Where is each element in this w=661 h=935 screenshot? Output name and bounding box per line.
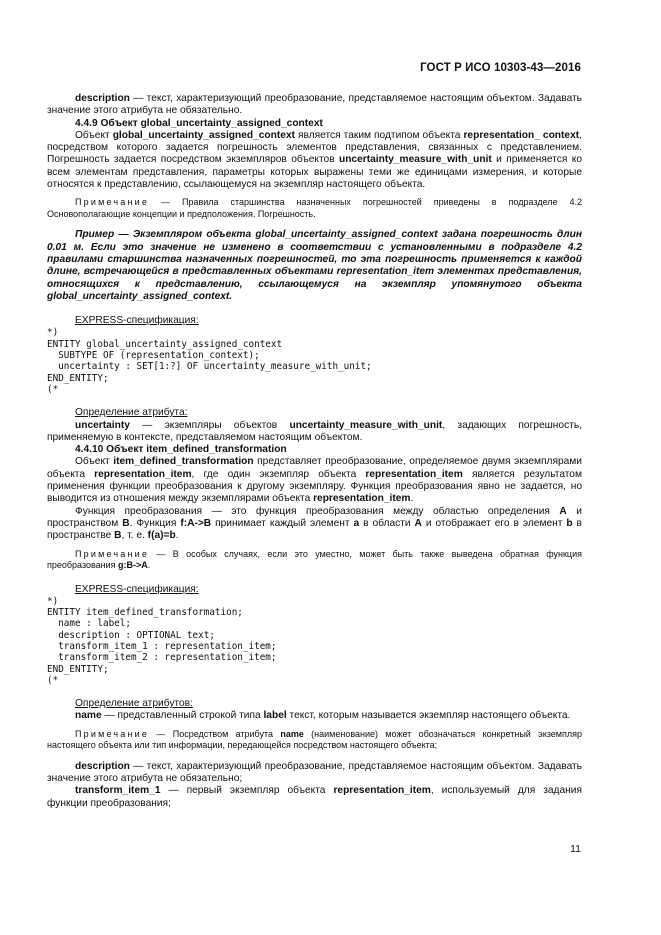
text: текст, которым называется экземпляр настоящего объекта.: [286, 710, 571, 722]
note-label: Примечание: [75, 548, 150, 559]
note-label: Примечание: [75, 197, 150, 208]
term: B: [114, 530, 122, 542]
text: и отображает его в элемент: [421, 517, 567, 529]
text: Функция преобразования — это функция преобразования между областью определения: [75, 505, 560, 517]
body-paragraph: [47, 130, 582, 191]
note: [47, 549, 582, 572]
term: B: [122, 517, 130, 529]
text: — текст, характеризующий преобразование, представляемое настоящим объектом. Задавать значение этого атрибута не обязательно;: [47, 760, 582, 785]
text: является результатом применения функции преобразования к другому экземпляру. Функция преобразования явно не задается, но выводится из отношения между экземплярами объекта: [47, 468, 582, 505]
term: description: [75, 93, 130, 104]
note: [47, 729, 582, 752]
term: name: [75, 710, 102, 722]
attribute-paragraph: [47, 761, 582, 786]
term: representation_ context: [463, 129, 580, 141]
term: A: [559, 505, 567, 517]
description-paragraph: [47, 93, 582, 118]
document-header: ГОСТ Р ИСО 10303-43—2016: [420, 62, 581, 74]
text: — Посредством атрибута: [149, 728, 281, 739]
term: label: [263, 710, 287, 722]
page-body: [47, 93, 582, 810]
text: — представленный строкой типа: [101, 710, 264, 722]
example-paragraph: [47, 229, 582, 303]
text: и пространством: [47, 505, 582, 529]
text: , где один экземпляр объекта: [191, 468, 366, 480]
text: , т. е.: [121, 530, 148, 542]
term: A: [414, 517, 422, 529]
text: — Экземпляром объекта global_uncertainty_assigned_context задана погрешность длин 0.01 м. Если это значение не изменено в соответствии с установленными в подразделе 4.2 правилами старшинства назначенных погрешностей, то эта погрешность применяется к каждой длине, встречающейся в представленных объектами representation_item элементах представления, относящихся к представлению, ссылающемуся на экземпляр упомянутого объекта global_uncertainty_assigned_context.: [47, 229, 582, 302]
express-spec-label: EXPRESS-спецификация:: [75, 315, 199, 327]
express-code-block: *) ENTITY global_uncertainty_assigned_context SUBTYPE OF (representation_context); uncertainty : SET[1:?] OF uncertainty_measure_with_unit; END_ENTITY; (*: [47, 327, 372, 395]
text: . Функция: [129, 517, 181, 529]
text: — текст, характеризующий преобразование, представляемое настоящим объектом. Задавать значение этого атрибута не обязательно.: [47, 93, 582, 117]
term: transform_item_1: [75, 785, 161, 797]
term: a: [353, 517, 360, 529]
attributes-definition-label: Определение атрибутов:: [75, 698, 193, 710]
text: Объект: [75, 456, 114, 468]
term: uncertainty: [75, 419, 130, 431]
text: — Правила старшинства назначенных погрешностей приведены в подразделе 4.2 Основополагающие концепции и предположения. Погрешность.: [47, 197, 582, 219]
text: Объект: [75, 129, 113, 141]
attribute-paragraph: [47, 710, 582, 722]
express-spec-label: EXPRESS-спецификация:: [75, 583, 199, 595]
text: в области: [359, 517, 415, 529]
section-heading-4-4-9: 4.4.9 Объект global_uncertainty_assigned_context: [75, 117, 323, 129]
text: .: [410, 493, 414, 505]
term: description: [75, 760, 130, 772]
text: .: [147, 560, 151, 570]
text: — первый экземпляр объекта: [160, 785, 334, 797]
text: представляет преобразование, определяемое двумя экземплярами объекта: [47, 456, 582, 480]
term: b: [566, 517, 573, 529]
text: является таким подтипом объекта: [295, 129, 464, 141]
term: uncertainty_measure_with_unit: [289, 419, 443, 431]
term: item_defined_transformation: [113, 456, 254, 468]
note: [47, 197, 582, 220]
attribute-paragraph: [47, 420, 582, 445]
term: f:A->B: [180, 517, 212, 529]
term: representation_item: [333, 785, 431, 797]
text: , посредством которого задается погрешность элементов представления, связанных с представлением. Погрешность задается посредством экземпляров объектов: [47, 129, 582, 166]
text: (наименование) может обозначаться конкретный экземпляр настоящего объекта или тип информации, передающейся посредством настоящего объекта;: [47, 728, 582, 751]
term: f(a)=b: [147, 530, 176, 542]
term: representation_item: [365, 468, 463, 480]
body-paragraph: [47, 506, 582, 543]
text: в пространстве: [47, 517, 582, 542]
attribute-paragraph: [47, 785, 582, 810]
page-number: 11: [570, 843, 581, 855]
term: g:B->A: [118, 560, 148, 570]
text: — В особых случаях, если это уместно, может быть также выведена обратная функция преобразования: [47, 548, 582, 570]
attribute-definition-label: Определение атрибута:: [75, 407, 188, 419]
term: global_uncertainty_assigned_context: [112, 129, 295, 141]
body-paragraph: [47, 456, 582, 505]
text: , используемый для задания функции преобразования;: [47, 785, 582, 809]
note-label: Примечание: [75, 728, 150, 739]
text: .: [175, 530, 179, 542]
term: representation_item: [94, 468, 192, 480]
text: , задающих погрешность, применяемую в контексте, представляемом настоящим объектом.: [47, 419, 582, 443]
section-heading-4-4-10: 4.4.10 Объект item_defined_transformation: [75, 444, 287, 456]
text: — экземпляры объектов: [129, 419, 290, 431]
text: и применяется ко всем элементам представления, параметры которых выражены теми же единицами измерения, и которые относятся к представлению, ссылающемуся на экземпляр настоящего объекта.: [47, 154, 583, 191]
term: uncertainty_measure_with_unit: [338, 154, 492, 166]
express-code-block: *) ENTITY item_defined_transformation; name : label; description : OPTIONAL text; transform_item_1 : representation_item; transform_item_2 : representation_item; END_ENTITY; (*: [47, 595, 277, 686]
text: принимает каждый элемент: [211, 517, 354, 529]
term: representation_item: [313, 493, 411, 505]
term: name: [280, 728, 304, 739]
example-label: Пример: [75, 229, 115, 241]
